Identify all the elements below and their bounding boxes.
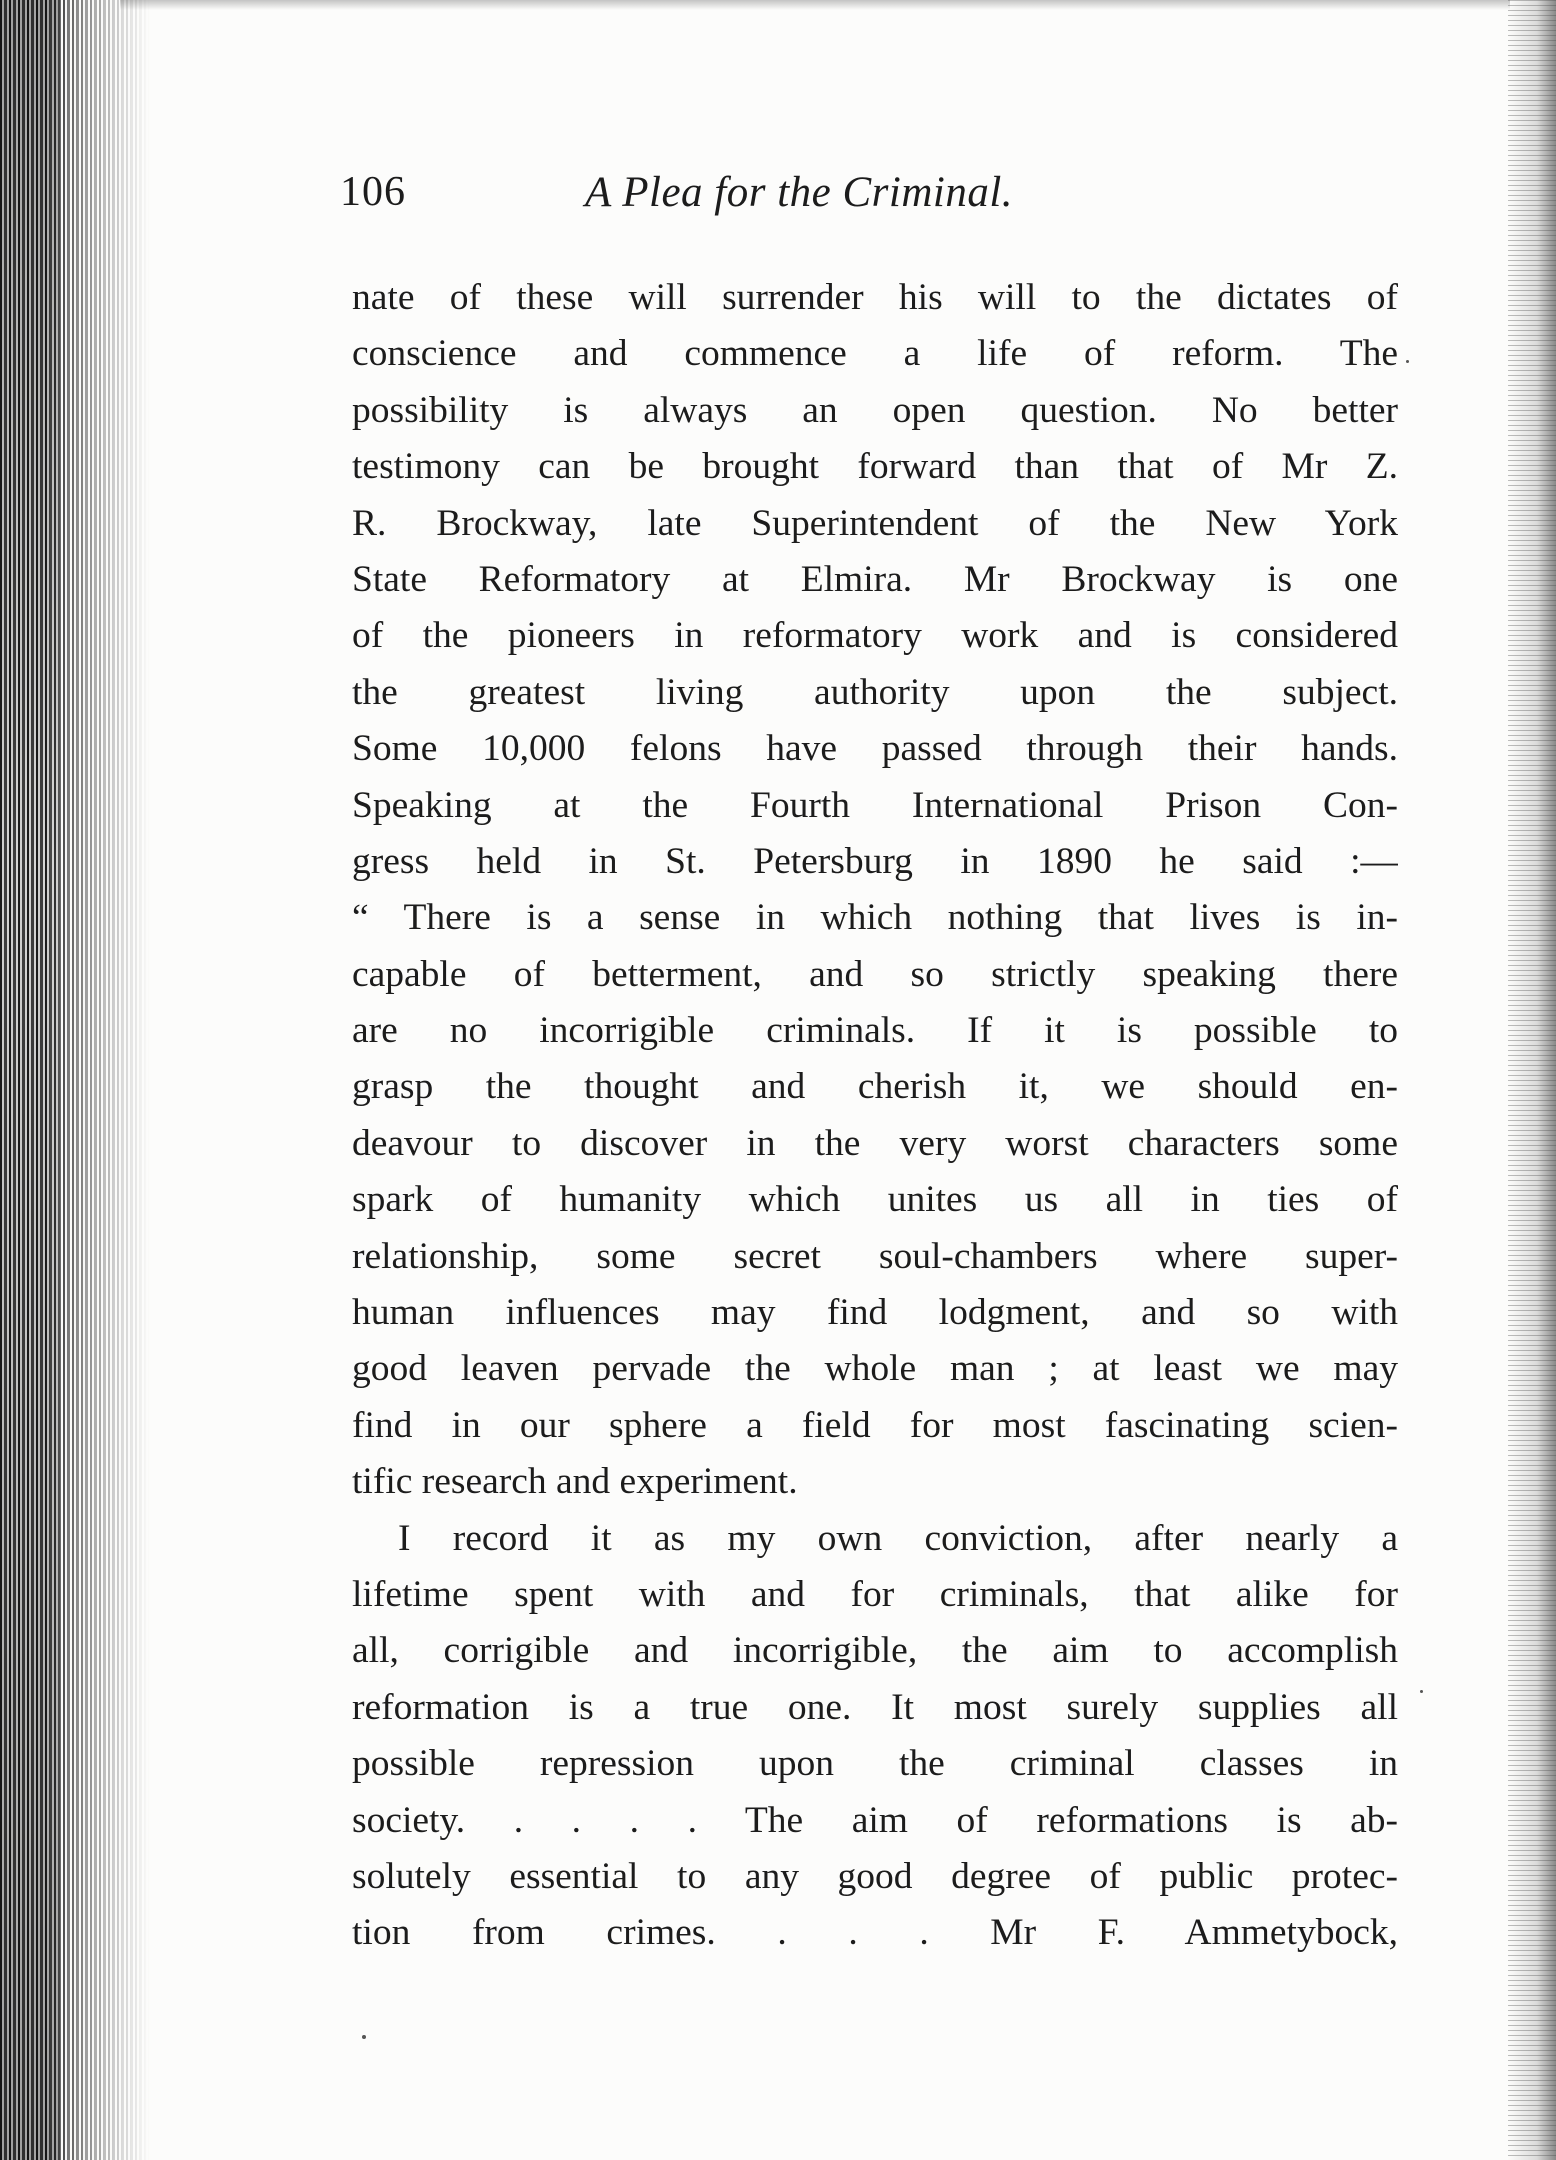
text-line: spark of humanity which unites us all in ties of [352, 1179, 1398, 1221]
text-line: Speaking at the Fourth International Prison Con- [352, 784, 1398, 826]
text-line: reformation is a true one. It most surely supplies all [352, 1686, 1398, 1728]
text-line: tific research and experiment. [352, 1461, 798, 1503]
page-edge [1508, 0, 1556, 2160]
paper-speck [1406, 360, 1409, 363]
text-line: “ There is a sense in which nothing that lives is in- [352, 897, 1398, 939]
text-line: gress held in St. Petersburg in 1890 he said :— [352, 840, 1398, 882]
text-line: I record it as my own conviction, after nearly a [398, 1517, 1398, 1559]
binding-shadow [0, 0, 60, 2160]
text-line: tion from crimes. . . . Mr F. Ammetybock, [352, 1912, 1398, 1954]
page-number: 106 [340, 169, 406, 215]
text-line: deavour to discover in the very worst characters some [352, 1122, 1398, 1164]
paper-speck [362, 2035, 366, 2039]
page-top-edge [120, 0, 1510, 10]
text-line: capable of betterment, and so strictly speaking there [352, 953, 1398, 995]
text-line: of the pioneers in reformatory work and is considered [352, 615, 1398, 657]
text-line: State Reformatory at Elmira. Mr Brockway is one [352, 558, 1398, 600]
text-line: are no incorrigible criminals. If it is possible to [352, 1010, 1398, 1052]
text-line: testimony can be brought forward than that of Mr Z. [352, 446, 1398, 488]
text-line: all, corrigible and incorrigible, the aim to accomplish [352, 1630, 1398, 1672]
running-title: A Plea for the Criminal. [585, 169, 1014, 216]
text-line: conscience and commence a life of reform. The [352, 333, 1398, 375]
text-line: nate of these will surrender his will to the dictates of [352, 277, 1398, 318]
paper-speck [1420, 1690, 1423, 1693]
page-header [340, 168, 1160, 228]
text-line: lifetime spent with and for criminals, that alike for [352, 1573, 1398, 1615]
text-line: possible repression upon the criminal classes in [352, 1743, 1398, 1785]
text-line: society. . . . . The aim of reformations is ab- [352, 1799, 1398, 1841]
text-line: R. Brockway, late Superintendent of the New York [352, 502, 1398, 544]
text-line: solutely essential to any good degree of public protec- [352, 1855, 1398, 1897]
text-line: possibility is always an open question. No better [352, 389, 1398, 431]
text-line: find in our sphere a field for most fascinating scien- [352, 1404, 1398, 1446]
text-line: grasp the thought and cherish it, we should en- [352, 1066, 1398, 1108]
text-line: the greatest living authority upon the subject. [352, 671, 1398, 713]
text-line: good leaven pervade the whole man ; at least we may [352, 1348, 1398, 1390]
text-line: relationship, some secret soul-chambers where super- [352, 1235, 1398, 1277]
body-text [352, 270, 1398, 1962]
text-line: human influences may find lodgment, and so with [352, 1292, 1398, 1334]
text-line: Some 10,000 felons have passed through their hands. [352, 728, 1398, 770]
